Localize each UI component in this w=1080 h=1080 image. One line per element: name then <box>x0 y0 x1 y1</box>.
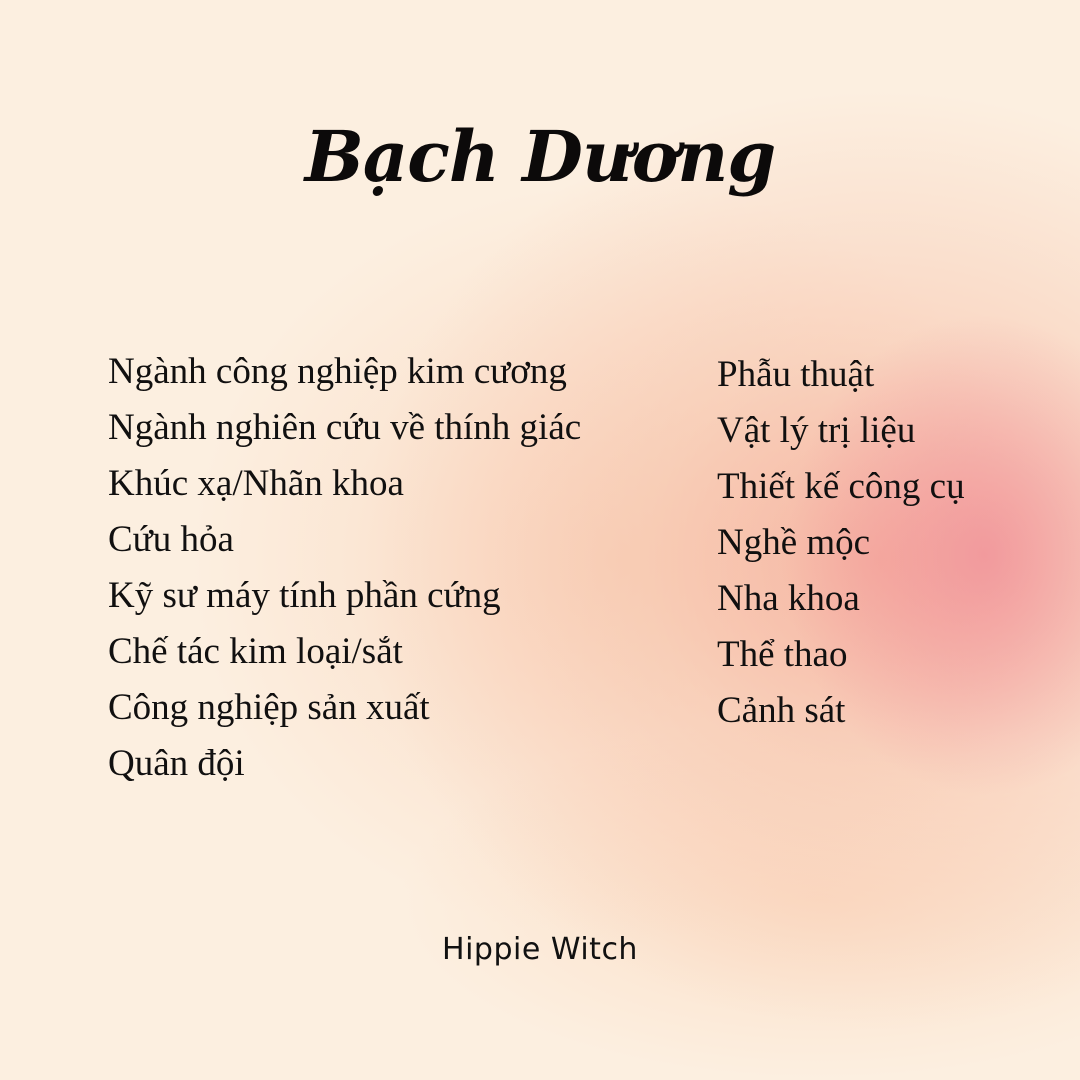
list-item: Cảnh sát <box>717 690 846 731</box>
list-item: Chế tác kim loại/sắt <box>108 631 403 672</box>
career-list-left <box>108 344 668 792</box>
list-item: Khúc xạ/Nhãn khoa <box>108 463 404 504</box>
list-item: Công nghiệp sản xuất <box>108 687 430 728</box>
page-title: Bạch Dương <box>304 115 776 198</box>
list-item: Nghề mộc <box>717 522 871 563</box>
list-item: Vật lý trị liệu <box>717 410 916 451</box>
list-item: Phẫu thuật <box>717 354 875 395</box>
list-item: Kỹ sư máy tính phần cứng <box>108 575 501 616</box>
list-item: Nha khoa <box>717 578 860 619</box>
list-item: Cứu hỏa <box>108 519 234 560</box>
list-item: Ngành nghiên cứu về thính giác <box>108 407 582 448</box>
list-item: Thiết kế công cụ <box>717 466 965 507</box>
brand-signature: Hippie Witch <box>442 932 638 967</box>
list-item: Thể thao <box>717 634 848 675</box>
list-item: Ngành công nghiệp kim cương <box>108 351 567 392</box>
list-item: Quân đội <box>108 743 245 784</box>
career-list-right <box>717 347 1057 739</box>
